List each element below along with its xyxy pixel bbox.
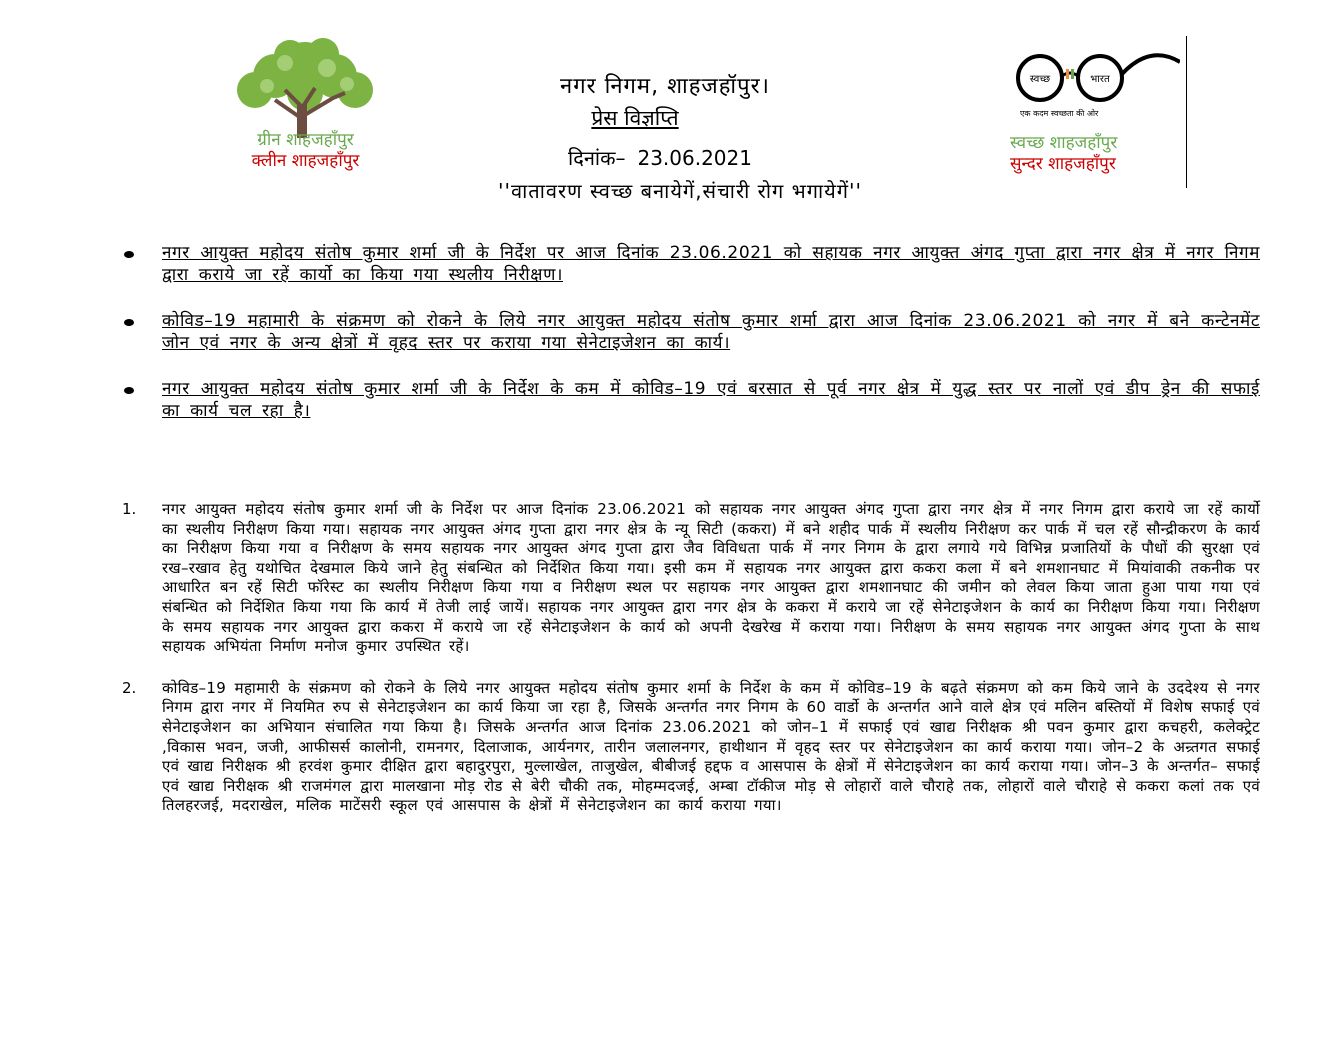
left-logo-text [218,130,393,172]
bullet-icon [124,387,134,394]
list-item [120,310,1260,354]
highlights-list [120,242,1260,446]
bullet-icon [124,251,134,258]
item-paragraph: कोविड–19 महामारी के संक्रमण को रोकने के लिये नगर आयुक्त महोदय संतोष कुमार शर्मा के निर्देश के कम में कोविड–19 के बढ़ते संक्रमण को कम किये जाने के उददेश्य से नगर निगम द्वारा नगर में नियमित रुप से सेनेटाइजेशन का कार्य किया जा रहा है, जिसके अन्तर्गत नगर निगम के 60 वार्डो के अन्तर्गत आने वाले क्षेत्र एवं मलिन बस्तियों में विशेष सफाई एवं सेनेटाइजेशन का अभियान संचालित गया किया है। जिसके अन्तर्गत आज दिनांक 23.06.2021 को जोन–1 में सफाई एवं खाद्य निरीक्षक श्री पवन कुमार द्वारा कचहरी, कलेक्ट्रेट ,विकास भवन, जजी, आफीसर्स कालोनी, रामनगर, दिलाजाक, आर्यनगर, तारीन जलालनगर, हाथीथान में वृहद स्तर पर सेनेटाइजेशन का कार्य कराया गया। जोन–2 के अन्र्तगत सफाई एवं खाद्य निरीक्षक श्री हरवंश कुमार दीक्षित द्वारा बहादुरपुरा, मुल्लाखेल, ताजुखेल, बीबीजई हद्दफ व आसपास के क्षेत्रों में सेनेटाइजेशन का कार्य कराया गया। जोन–3 के अन्तर्गत– सफाई एवं खाद्य निरीक्षक श्री राजमंगल द्वारा मालखाना मोड़ रोड से बेरी चौकी तक, मोहम्मदजई, अम्बा टॉकीज मोड़ से लोहारों वाले चौराहे तक, लोहारों वाले चौराहे से ककरा कलां तक एवं तिलहरजई, मदराखेल, मलिक माटेंसरी स्कूल एवं आसपास के क्षेत्रों में सेनेटाइजेशन का कार्य कराया गया। [162,678,1260,815]
lens-right-text: भारत [1090,74,1110,85]
swachh-tagline: एक कदम स्वच्छता की ओर [1020,109,1099,118]
right-logo-text [1010,133,1140,175]
date-value: 23.06.2021 [637,146,752,170]
list-item [120,378,1260,422]
list-item [120,242,1260,286]
left-logo-line1: ग्रीन शाहजहाँपुर [257,130,354,150]
right-logo-line2: सुन्दर शाहजहाँपुर [1010,154,1116,174]
item-paragraph: नगर आयुक्त महोदय संतोष कुमार शर्मा जी के निर्देश पर आज दिनांक 23.06.2021 को सहायक नगर आयुक्त अंगद गुप्ता द्वारा नगर क्षेत्र में नगर निगम द्वारा कराये जा रहें कार्यो का स्थलीय निरीक्षण किया गया। सहायक नगर आयुक्त अंगद गुप्ता द्वारा नगर क्षेत्र के न्यू सिटी (ककरा) में बने शहीद पार्क में स्थलीय निरीक्षण कर पार्क में चल रहें सौन्द्रीकरण के कार्य का निरीक्षण किया गया व निरीक्षण के समय सहायक नगर आयुक्त अंगद गुप्ता द्वारा जैव विविधता पार्क में नगर निगम के द्वारा लगाये गये विभिन्न प्रजातियों के पौधों की सुरक्षा एवं रख–रखाव हेतु यथोचित देखमाल किये जाने हेतु संबन्धित को निर्देशित किया गया। इसी कम में सहायक नगर आयुक्त द्वारा ककरा कला में बने शमशानघाट में मियांवाकी तकनीक पर आधारित बन रहें सिटी फॉरेस्ट का स्थलीय निरीक्षण किया गया व निरीक्षण स्थल पर सहायक नगर आयुक्त द्वारा शमशानघाट की जमीन को लेवल किया जाता हुआ पाया गया एवं संबन्धित को निर्देशित किया गया कि कार्य में तेजी लाई जायें। सहायक नगर आयुक्त द्वारा नगर क्षेत्र के ककरा में कराये जा रहें सेनेटाइजेशन के कार्य का निरीक्षण किया गया। निरीक्षण के समय सहायक नगर आयुक्त द्वारा ककरा में कराये जा रहें सेनेटाइजेशन के कार्य को अपनी देखरेख में कराया गया। निरीक्षण के समय सहायक नगर आयुक्त अंगद गुप्ता के साथ सहायक अभियंता निर्माण मनोज कुमार उपस्थित रहें। [162,500,1260,656]
list-item [120,500,1260,657]
date-label: दिनांक– [568,146,626,170]
date-line [380,144,940,171]
left-logo-line2: क्लीन शाहजहाँपुर [251,151,360,171]
numbered-paragraphs [120,500,1260,838]
page-title: नगर निगम, शाहजहॉपुर। [560,74,770,99]
header-divider [1186,36,1187,188]
page-header [420,70,940,204]
swachh-bharat-logo [1010,50,1180,130]
press-note-heading: प्रेस विज्ञप्ति [591,106,679,130]
swachh-bharat-glasses-icon [1010,50,1180,130]
bullet-text: नगर आयुक्त महोदय संतोष कुमार शर्मा जी के निर्देश पर आज दिनांक 23.06.2021 को सहायक नगर आयुक्त अंगद गुप्ता द्वारा नगर क्षेत्र में नगर निगम द्वारा कराये जा रहें कार्यो का किया गया स्थलीय निरीक्षण। [162,243,1260,285]
list-item [120,679,1260,816]
bullet-text: कोविड–19 महामारी के संक्रमण को रोकने के लिये नगर आयुक्त महोदय संतोष कुमार शर्मा द्वारा आज दिनांक 23.06.2021 को नगर में बने कन्टेनमेंट जोन एवं नगर के अन्य क्षेत्रों में वृहद स्तर पर कराया गया सेनेटाइजेशन का कार्य। [162,311,1260,353]
bullet-text: नगर आयुक्त महोदय संतोष कुमार शर्मा जी के निर्देश के कम में कोविड–19 एवं बरसात से पूर्व नगर क्षेत्र में युद्ध स्तर पर नालों एवं डीप ड्रेन की सफाई का कार्य चल रहा है। [162,379,1260,421]
item-number: 1. [122,500,137,518]
item-number: 2. [122,678,137,697]
right-logo-line1: स्वच्छ शाहजहाँपुर [1010,133,1118,153]
slogan: ''वातावरण स्वच्छ बनायेगें,संचारी रोग भगायेगें'' [498,179,862,203]
lens-left-text: स्वच्छ [1029,74,1051,85]
bullet-icon [124,319,134,326]
